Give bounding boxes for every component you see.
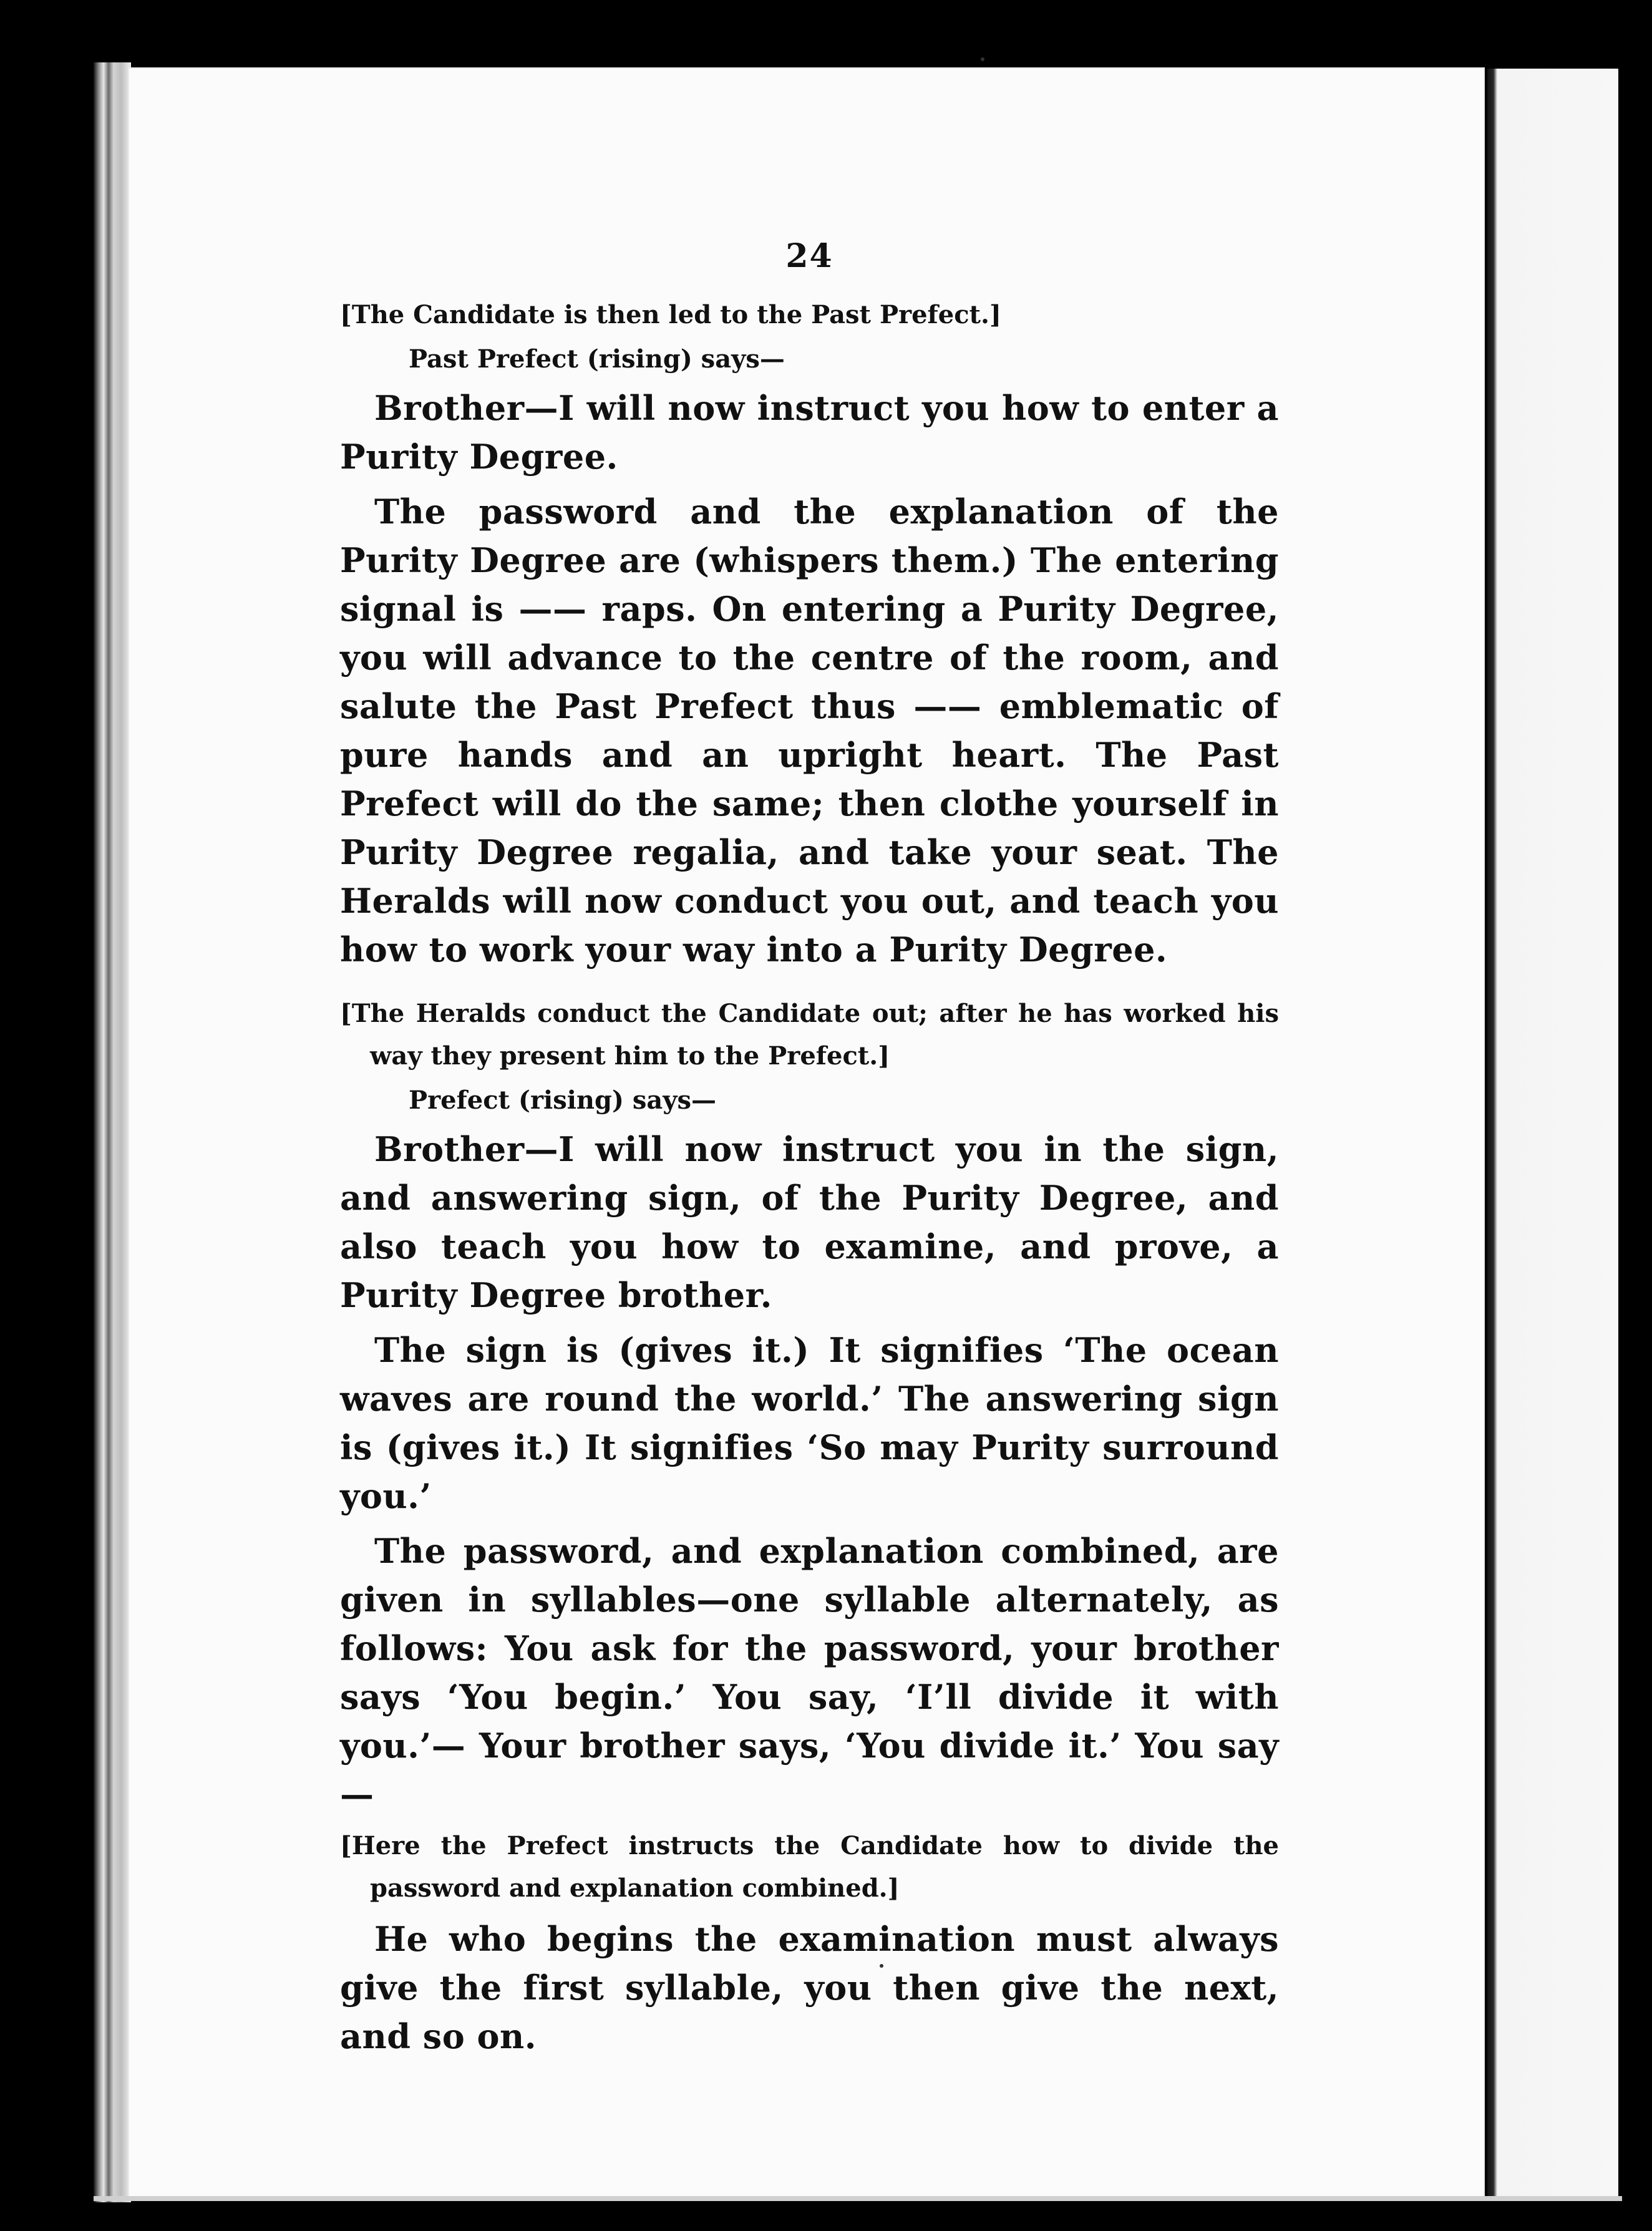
body-paragraph: The password and the explanation of the Purity Degree are (whispers them.) The entering signal is —— raps. On entering a Purity Degree, you will advance to the centre of the room, and salute the Past Prefect thus —— emblematic of pure hands and an upright heart. The Past Prefect will do the same; then clothe yourself in Purity Degree regalia, and take your seat. The Heralds will now conduct you out, and teach you how to work your way into a Purity Degree.	[340, 492, 1279, 970]
bracket-note: [The Candidate is then led to the Past Prefect.]	[340, 300, 1001, 329]
stage-direction: Prefect (rising) says—	[409, 1086, 717, 1115]
stage-direction: Past Prefect (rising) says—	[409, 344, 785, 374]
scan-speck	[981, 57, 984, 61]
text-column	[340, 237, 1279, 2067]
page-number: 24	[785, 237, 833, 275]
page-bottom-edge	[94, 2196, 1622, 2201]
bracket-note: [The Heralds conduct the Candidate out; after he has worked his way they present him to the Prefect.]	[340, 999, 1279, 1071]
body-paragraph: He who begins the examination must always give the first syllable, you then give the next, and so on.	[340, 1919, 1279, 2056]
bracket-note: [Here the Prefect instructs the Candidate how to divide the password and explanation combined.]	[340, 1831, 1279, 1903]
body-paragraph: Brother—I will now instruct you in the sign, and answering sign, of the Purity Degree, and also teach you how to examine, and prove, a Purity Degree brother.	[340, 1129, 1279, 1315]
book-binding-edge	[94, 62, 131, 2202]
body-paragraph: The sign is (gives it.) It signifies ‘The ocean waves are round the world.’ The answering sign is (gives it.) It signifies ‘So may Purity surround you.’	[340, 1330, 1279, 1516]
body-paragraph: Brother—I will now instruct you how to enter a Purity Degree.	[340, 388, 1279, 477]
adjacent-page-edge	[1487, 69, 1618, 2196]
body-paragraph: The password, and explanation combined, are given in syllables—one syllable alternately, as follows: You ask for the password, your brother says ‘You begin.’ You say, ‘I’ll divide it with you.’— Your brother says, ‘You divide it.’ You say—	[340, 1531, 1279, 1814]
